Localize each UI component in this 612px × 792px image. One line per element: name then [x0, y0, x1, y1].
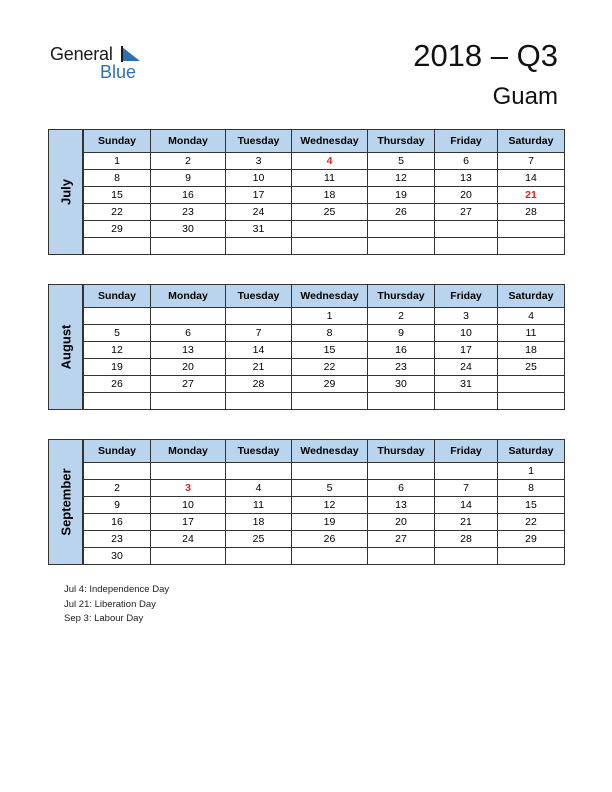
day-cell: 26 [368, 204, 435, 221]
day-cell: 26 [84, 376, 151, 393]
weekday-header: Thursday [368, 440, 435, 463]
day-cell: 11 [226, 497, 292, 514]
week-row [84, 497, 565, 514]
day-cell: 30 [84, 548, 151, 565]
weekday-header: Tuesday [226, 440, 292, 463]
day-cell: 24 [226, 204, 292, 221]
day-cell: 14 [226, 342, 292, 359]
page-title: 2018 – Q3 [413, 38, 558, 73]
empty-day-cell [151, 548, 226, 565]
day-cell: 3 [226, 153, 292, 170]
day-cell: 29 [84, 221, 151, 238]
week-row [84, 514, 565, 531]
day-cell: 2 [84, 480, 151, 497]
month-name: September [58, 468, 73, 536]
day-cell: 11 [292, 170, 368, 187]
holiday-note: Sep 3: Labour Day [64, 613, 144, 624]
day-cell: 12 [84, 342, 151, 359]
day-cell: 5 [84, 325, 151, 342]
day-cell: 10 [151, 497, 226, 514]
day-cell: 22 [84, 204, 151, 221]
week-row [84, 238, 565, 255]
week-row [84, 204, 565, 221]
month-grid [83, 439, 565, 565]
week-row [84, 531, 565, 548]
weekday-header: Saturday [498, 285, 565, 308]
holiday-note: Jul 21: Liberation Day [64, 598, 156, 610]
holiday-note: Jul 4: Independence Day [64, 584, 170, 595]
weekday-header: Monday [151, 285, 226, 308]
day-cell: 21 [435, 514, 498, 531]
day-cell: 30 [151, 221, 226, 238]
empty-day-cell [368, 221, 435, 238]
day-cell: 1 [498, 463, 565, 480]
day-cell: 23 [151, 204, 226, 221]
week-row [84, 308, 565, 325]
week-row [84, 187, 565, 204]
empty-day-cell [435, 463, 498, 480]
day-cell: 25 [226, 531, 292, 548]
weekday-header: Saturday [498, 130, 565, 153]
day-cell: 31 [226, 221, 292, 238]
weekday-header: Sunday [84, 130, 151, 153]
day-cell: 10 [435, 325, 498, 342]
day-cell: 15 [498, 497, 565, 514]
day-cell: 23 [84, 531, 151, 548]
day-cell: 17 [226, 187, 292, 204]
month-label [48, 129, 83, 255]
weekday-header-row [84, 440, 565, 463]
day-cell: 20 [368, 514, 435, 531]
day-cell: 16 [368, 342, 435, 359]
month-label [48, 284, 83, 410]
weekday-header: Thursday [368, 130, 435, 153]
day-cell: 9 [84, 497, 151, 514]
day-cell: 19 [292, 514, 368, 531]
week-row [84, 170, 565, 187]
day-cell: 6 [151, 325, 226, 342]
month-grid [83, 284, 565, 410]
empty-day-cell [292, 548, 368, 565]
empty-day-cell [226, 548, 292, 565]
empty-day-cell [498, 393, 565, 410]
brand-word-blue: Blue [100, 62, 137, 82]
day-cell: 4 [498, 308, 565, 325]
day-cell: 24 [435, 359, 498, 376]
day-cell: 27 [151, 376, 226, 393]
day-cell: 29 [498, 531, 565, 548]
empty-day-cell [151, 393, 226, 410]
week-row [84, 463, 565, 480]
day-cell: 4 [292, 153, 368, 170]
day-cell: 5 [368, 153, 435, 170]
day-cell: 6 [368, 480, 435, 497]
day-cell: 22 [292, 359, 368, 376]
weekday-header: Thursday [368, 285, 435, 308]
day-cell: 13 [368, 497, 435, 514]
empty-day-cell [435, 221, 498, 238]
day-cell: 16 [84, 514, 151, 531]
weekday-header: Sunday [84, 440, 151, 463]
empty-day-cell [435, 238, 498, 255]
day-cell: 2 [368, 308, 435, 325]
empty-day-cell [435, 548, 498, 565]
day-cell: 8 [498, 480, 565, 497]
day-cell: 18 [226, 514, 292, 531]
day-cell: 8 [292, 325, 368, 342]
day-cell: 12 [292, 497, 368, 514]
month-grid [83, 129, 565, 255]
week-row [84, 548, 565, 565]
day-cell: 9 [368, 325, 435, 342]
day-cell: 21 [226, 359, 292, 376]
empty-day-cell [498, 376, 565, 393]
week-row [84, 359, 565, 376]
day-cell: 5 [292, 480, 368, 497]
brand-logo [50, 44, 150, 84]
day-cell: 11 [498, 325, 565, 342]
day-cell: 14 [498, 170, 565, 187]
region-title: Guam [492, 83, 558, 110]
empty-day-cell [292, 463, 368, 480]
empty-day-cell [151, 238, 226, 255]
day-cell: 15 [84, 187, 151, 204]
empty-day-cell [226, 393, 292, 410]
weekday-header: Friday [435, 130, 498, 153]
day-cell: 2 [151, 153, 226, 170]
empty-day-cell [498, 221, 565, 238]
day-cell: 19 [84, 359, 151, 376]
day-cell: 17 [435, 342, 498, 359]
month-name: July [58, 178, 73, 206]
day-cell: 28 [435, 531, 498, 548]
empty-day-cell [498, 238, 565, 255]
day-cell: 7 [435, 480, 498, 497]
day-cell: 27 [435, 204, 498, 221]
day-cell: 12 [368, 170, 435, 187]
day-cell: 30 [368, 376, 435, 393]
weekday-header-row [84, 130, 565, 153]
empty-day-cell [84, 238, 151, 255]
empty-day-cell [84, 308, 151, 325]
flag-icon [121, 46, 141, 62]
day-cell: 18 [498, 342, 565, 359]
empty-day-cell [292, 221, 368, 238]
weekday-header: Tuesday [226, 130, 292, 153]
day-cell: 20 [435, 187, 498, 204]
empty-day-cell [368, 463, 435, 480]
day-cell: 13 [435, 170, 498, 187]
day-cell: 28 [498, 204, 565, 221]
day-cell: 27 [368, 531, 435, 548]
day-cell: 10 [226, 170, 292, 187]
weekday-header: Friday [435, 440, 498, 463]
empty-day-cell [368, 393, 435, 410]
day-cell: 25 [292, 204, 368, 221]
empty-day-cell [226, 308, 292, 325]
weekday-header: Wednesday [292, 285, 368, 308]
brand-word-general: General [50, 44, 113, 64]
day-cell: 29 [292, 376, 368, 393]
day-cell: 26 [292, 531, 368, 548]
weekday-header: Monday [151, 130, 226, 153]
day-cell: 28 [226, 376, 292, 393]
week-row [84, 342, 565, 359]
day-cell: 8 [84, 170, 151, 187]
day-cell: 21 [498, 187, 565, 204]
empty-day-cell [226, 463, 292, 480]
day-cell: 24 [151, 531, 226, 548]
month-name: August [58, 324, 73, 370]
day-cell: 1 [292, 308, 368, 325]
day-cell: 1 [84, 153, 151, 170]
day-cell: 14 [435, 497, 498, 514]
week-row [84, 393, 565, 410]
day-cell: 15 [292, 342, 368, 359]
day-cell: 25 [498, 359, 565, 376]
empty-day-cell [435, 393, 498, 410]
empty-day-cell [292, 393, 368, 410]
weekday-header: Friday [435, 285, 498, 308]
day-cell: 7 [226, 325, 292, 342]
week-row [84, 376, 565, 393]
weekday-header: Tuesday [226, 285, 292, 308]
weekday-header: Wednesday [292, 130, 368, 153]
weekday-header: Sunday [84, 285, 151, 308]
day-cell: 3 [435, 308, 498, 325]
weekday-header: Monday [151, 440, 226, 463]
day-cell: 19 [368, 187, 435, 204]
day-cell: 9 [151, 170, 226, 187]
weekday-header: Saturday [498, 440, 565, 463]
empty-day-cell [368, 238, 435, 255]
day-cell: 22 [498, 514, 565, 531]
week-row [84, 325, 565, 342]
weekday-header-row [84, 285, 565, 308]
empty-day-cell [151, 308, 226, 325]
week-row [84, 480, 565, 497]
week-row [84, 153, 565, 170]
day-cell: 13 [151, 342, 226, 359]
day-cell: 23 [368, 359, 435, 376]
month-label [48, 439, 83, 565]
empty-day-cell [498, 548, 565, 565]
empty-day-cell [151, 463, 226, 480]
empty-day-cell [292, 238, 368, 255]
day-cell: 18 [292, 187, 368, 204]
day-cell: 16 [151, 187, 226, 204]
weekday-header: Wednesday [292, 440, 368, 463]
week-row [84, 221, 565, 238]
empty-day-cell [226, 238, 292, 255]
day-cell: 20 [151, 359, 226, 376]
day-cell: 17 [151, 514, 226, 531]
day-cell: 3 [151, 480, 226, 497]
empty-day-cell [368, 548, 435, 565]
day-cell: 31 [435, 376, 498, 393]
holiday-notes [64, 583, 169, 627]
day-cell: 7 [498, 153, 565, 170]
empty-day-cell [84, 463, 151, 480]
day-cell: 6 [435, 153, 498, 170]
day-cell: 4 [226, 480, 292, 497]
empty-day-cell [84, 393, 151, 410]
